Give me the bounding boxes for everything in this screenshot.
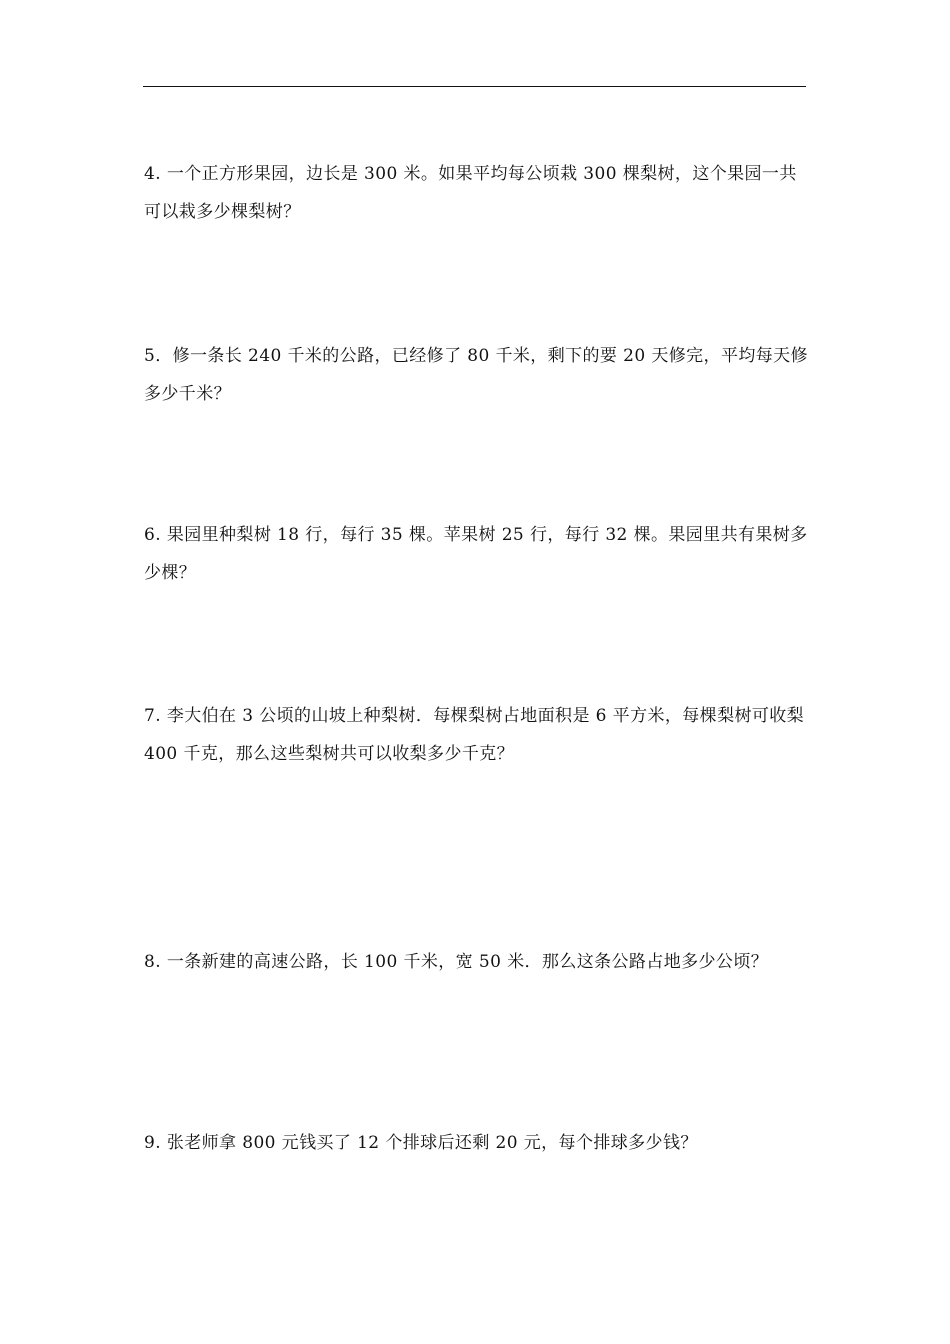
question-9: 9. 张老师拿 800 元钱买了 12 个排球后还剩 20 元，每个排球多少钱？ xyxy=(144,1133,698,1153)
header-rule xyxy=(143,86,806,87)
question-7: 7. 李大伯在 3 公顷的山坡上种梨树．每棵梨树占地面积是 6 平方米，每棵梨树可收梨 400 千克，那么这些梨树共可以收梨多少千克？ xyxy=(144,706,805,764)
question-4: 4. 一个正方形果园，边长是 300 米。如果平均每公顷栽 300 棵梨树，这个果园一共可以栽多少棵梨树？ xyxy=(144,164,797,222)
question-5: 5．修一条长 240 千米的公路，已经修了 80 千米，剩下的要 20 天修完，平均每天修多少千米？ xyxy=(144,346,808,404)
question-8: 8. 一条新建的高速公路，长 100 千米，宽 50 米．那么这条公路占地多少公顷？ xyxy=(144,952,769,972)
question-6: 6. 果园里种梨树 18 行，每行 35 棵。苹果树 25 行，每行 32 棵。果园里共有果树多少棵？ xyxy=(144,525,808,583)
